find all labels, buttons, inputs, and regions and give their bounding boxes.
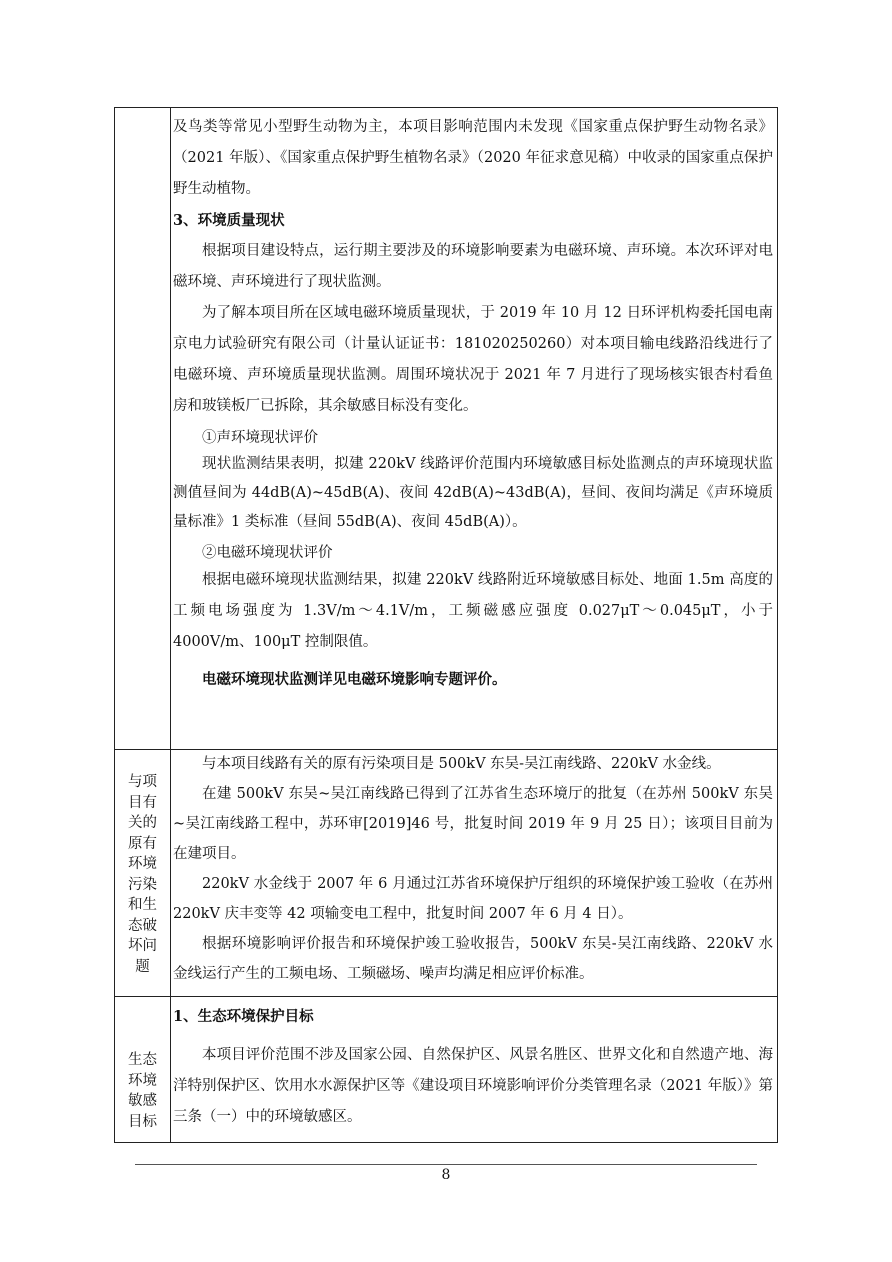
paragraph: 本项目评价范围不涉及国家公园、自然保护区、风景名胜区、世界文化和自然遗产地、海洋特别保护区、饮用水水源保护区等《建设项目环境影响评价分类管理名录（2021 年版）》第三条（一）中的环境敏感区。: [173, 1047, 773, 1125]
label-line: 坏问: [128, 938, 157, 954]
ecological-targets-cell: [173, 998, 773, 1133]
paragraph: 与本项目线路有关的原有污染项目是 500kV 东吴-吴江南线路、220kV 水金线。: [202, 756, 721, 772]
label-line: 敏感: [128, 1093, 157, 1109]
content-table: [114, 107, 778, 1143]
label-line: 题: [135, 958, 150, 975]
label-line: 与项: [128, 774, 157, 790]
label-line: 原有: [128, 835, 157, 852]
column-divider: [170, 108, 171, 1142]
paragraph: 根据电磁环境现状监测结果，拟建 220kV 线路附近环境敏感目标处、地面 1.5m 高度的工频电场强度为 1.3V/m～4.1V/m，工频磁感应强度 0.027μT～0.045μT，小于 4000V/m、100μT 控制限值。: [173, 572, 773, 650]
paragraph: 现状监测结果表明，拟建 220kV 线路评价范围内环境敏感目标处监测点的声环境现状监测值昼间为 44dB(A)~45dB(A)、夜间 42dB(A)~43dB(A)，昼间、夜间均满足《声环境质量标准》1 类标准（昼间 55dB(A)、夜间 45dB(A)）。: [173, 456, 773, 530]
subheading-acoustic: ①声环境现状评价: [202, 430, 318, 446]
subheading-electromagnetic: ②电磁环境现状评价: [202, 545, 333, 561]
environment-status-cell: [173, 112, 773, 695]
label-line: 污染: [128, 876, 157, 893]
footer-rule: [135, 1164, 757, 1165]
paragraph: 220kV 水金线于 2007 年 6 月通过江苏省环境保护厅组织的环境保护竣工验收（在苏州 220kV 庆丰变等 42 项输变电工程中，批复时间 2007 年 6 月 4 日）。: [173, 876, 773, 922]
section-heading-environment-quality: 3、环境质量现状: [173, 212, 285, 229]
label-line: 目标: [128, 1113, 157, 1130]
bold-note: 电磁环境现状监测详见电磁环境影响专题评价。: [202, 671, 507, 688]
paragraph: 在建 500kV 东吴~吴江南线路已得到了江苏省生态环境厅的批复（在苏州 500kV 东吴~吴江南线路工程中，苏环审[2019]46 号，批复时间 2019 年 9 月 25 日）；该项目目前为在建项目。: [173, 786, 773, 862]
row-label-existing-pollution: [115, 772, 170, 977]
label-line: 环境: [128, 856, 157, 872]
section-heading-eco-protection: 1、生态环境保护目标: [173, 1008, 314, 1025]
row-divider: [115, 996, 777, 997]
label-line: 和生: [128, 897, 157, 913]
label-line: 态破: [128, 917, 157, 934]
label-line: 目有: [128, 794, 157, 811]
label-line: 关的: [128, 815, 157, 831]
paragraph: 为了解本项目所在区域电磁环境质量现状，于 2019 年 10 月 12 日环评机构委托国电南京电力试验研究有限公司（计量认证证书：181020250260）对本项目输电线路沿线进行了电磁环境、声环境质量现状监测。周围环境状况于 2021 年 7 月进行了现场核实银杏村看鱼房和玻镁板厂已拆除，其余敏感目标没有变化。: [173, 305, 773, 414]
label-line: 环境: [128, 1072, 157, 1089]
wildlife-paragraph: 及鸟类等常见小型野生动物为主，本项目影响范围内未发现《国家重点保护野生动物名录》（2021 年版）、《国家重点保护野生植物名录》（2020 年征求意见稿）中收录的国家重点保护野生动植物。: [173, 119, 773, 197]
paragraph: 根据项目建设特点，运行期主要涉及的环境影响要素为电磁环境、声环境。本次环评对电磁环境、声环境进行了现状监测。: [173, 243, 773, 290]
paragraph: 根据环境影响评价报告和环境保护竣工验收报告，500kV 东吴-吴江南线路、220kV 水金线运行产生的工频电场、工频磁场、噪声均满足相应评价标准。: [173, 936, 773, 982]
page-number: 8: [441, 1167, 451, 1183]
row-label-ecological-targets: [115, 1050, 170, 1132]
label-line: 生态: [128, 1052, 157, 1068]
existing-pollution-cell: [173, 749, 773, 989]
